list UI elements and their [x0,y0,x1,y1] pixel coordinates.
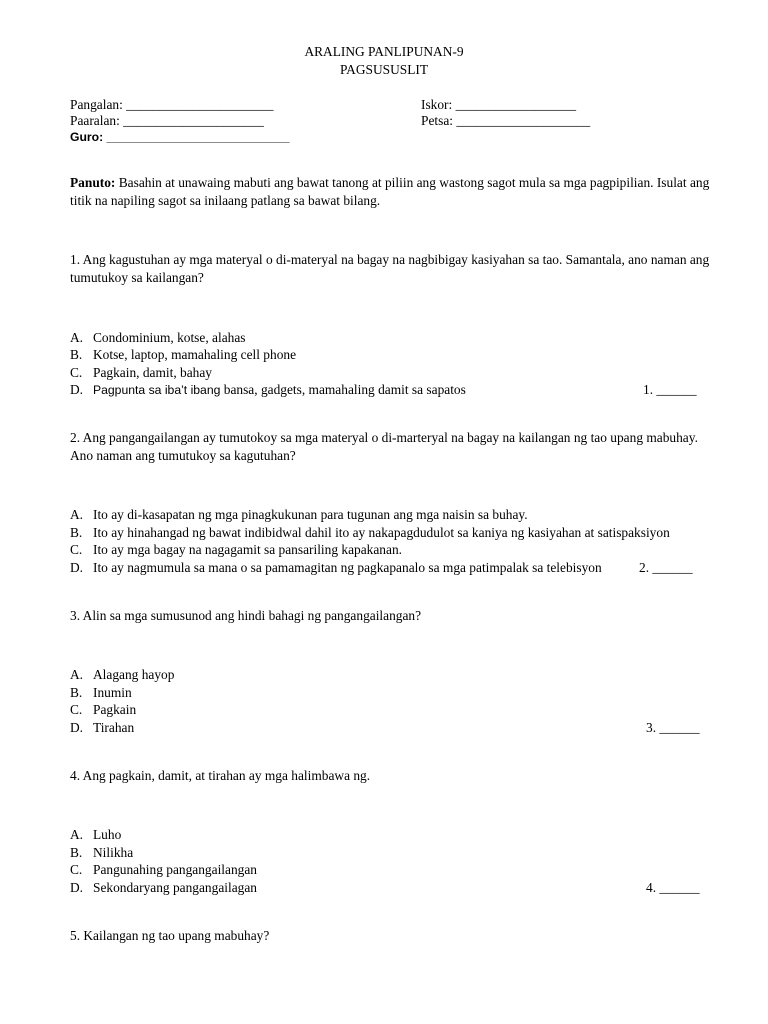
q2-option-a: A. Ito ay di-kasapatan ng mga pinagkukunan para tugunan ang mga naisin sa buhay. [70,507,528,522]
score-field: Iskor: __________________ [421,97,577,112]
q1-answer-blank: 1. ______ [643,382,697,397]
q1-option-b: B. Kotse, laptop, mamahaling cell phone [70,347,297,362]
q2-answer-blank: 2. ______ [639,560,693,575]
q3-option-d: D. Tirahan [70,720,135,735]
q1-option-c: C. Pagkain, damit, bahay [70,365,212,380]
q4-option-d: D. Sekondaryang pangangailagan [70,880,257,895]
instructions-text: Basahin at unawaing mabuti ang bawat tanong at piliin ang wastong sagot mula sa mga pagpipilian. Isulat ang titik na napiling sagot sa inilaang patlang sa bawat bilang. [70,175,710,208]
q2-option-d: D. Ito ay nagmumula sa mana o sa pamamagitan ng pagkapanalo sa mga patimpalak sa telebisyon [70,560,602,575]
question-4: 4. Ang pagkain, damit, at tirahan ay mga halimbawa ng. [70,768,371,783]
q3-option-c: C. Pagkain [70,702,137,717]
q2-option-c: C. Ito ay mga bagay na nagagamit sa pansariling kapakanan. [70,542,402,557]
page-title: ARALING PANLIPUNAN-9 [304,44,464,59]
question-5: 5. Kailangan ng tao upang mabuhay? [70,928,270,943]
q4-answer-blank: 4. ______ [646,880,700,895]
question-2: 2. Ang pangangailangan ay tumutokoy sa mga materyal o di-marteryal na bagay na kailangan ng tao upang mabuhay. Ano naman ang tumutukoy sa kagutuhan? [70,430,698,463]
q1-option-a: A. Condominium, kotse, alahas [70,330,246,345]
q1-option-d: D. Pagpunta sa iba’t ibang bansa, gadgets, mamahaling damit sa sapatos [70,382,466,397]
q3-option-a: A. Alagang hayop [70,667,175,682]
instructions-label: Panuto: [70,175,116,190]
name-field: Pangalan: ______________________ [70,97,274,112]
q4-option-b: B. Nilikha [70,845,134,860]
q3-answer-blank: 3. ______ [646,720,700,735]
page-subtitle: PAGSUSUSLIT [339,62,429,77]
date-field: Petsa: ____________________ [421,113,591,128]
question-3: 3. Alin sa mga sumusunod ang hindi bahagi ng pangangailangan? [70,608,422,623]
q2-option-b: B. Ito ay hinahangad ng bawat indibidwal dahil ito ay nakapagdudulot sa kaniya ng kasiyahan at satispaksiyon [70,525,670,540]
school-field: Paaralan: _____________________ [70,113,264,128]
instructions [70,174,710,209]
question-1: 1. Ang kagustuhan ay mga materyal o di-materyal na bagay na nagbibigay kasiyahan sa tao. Samantala, ano naman ang tumutukoy sa kailangan? [70,252,710,285]
q4-option-c: C. Pangunahing pangangailangan [70,862,257,877]
teacher-field: Guro: ___________________________ [70,130,290,144]
q3-option-b: B. Inumin [70,685,132,700]
q4-option-a: A. Luho [70,827,122,842]
